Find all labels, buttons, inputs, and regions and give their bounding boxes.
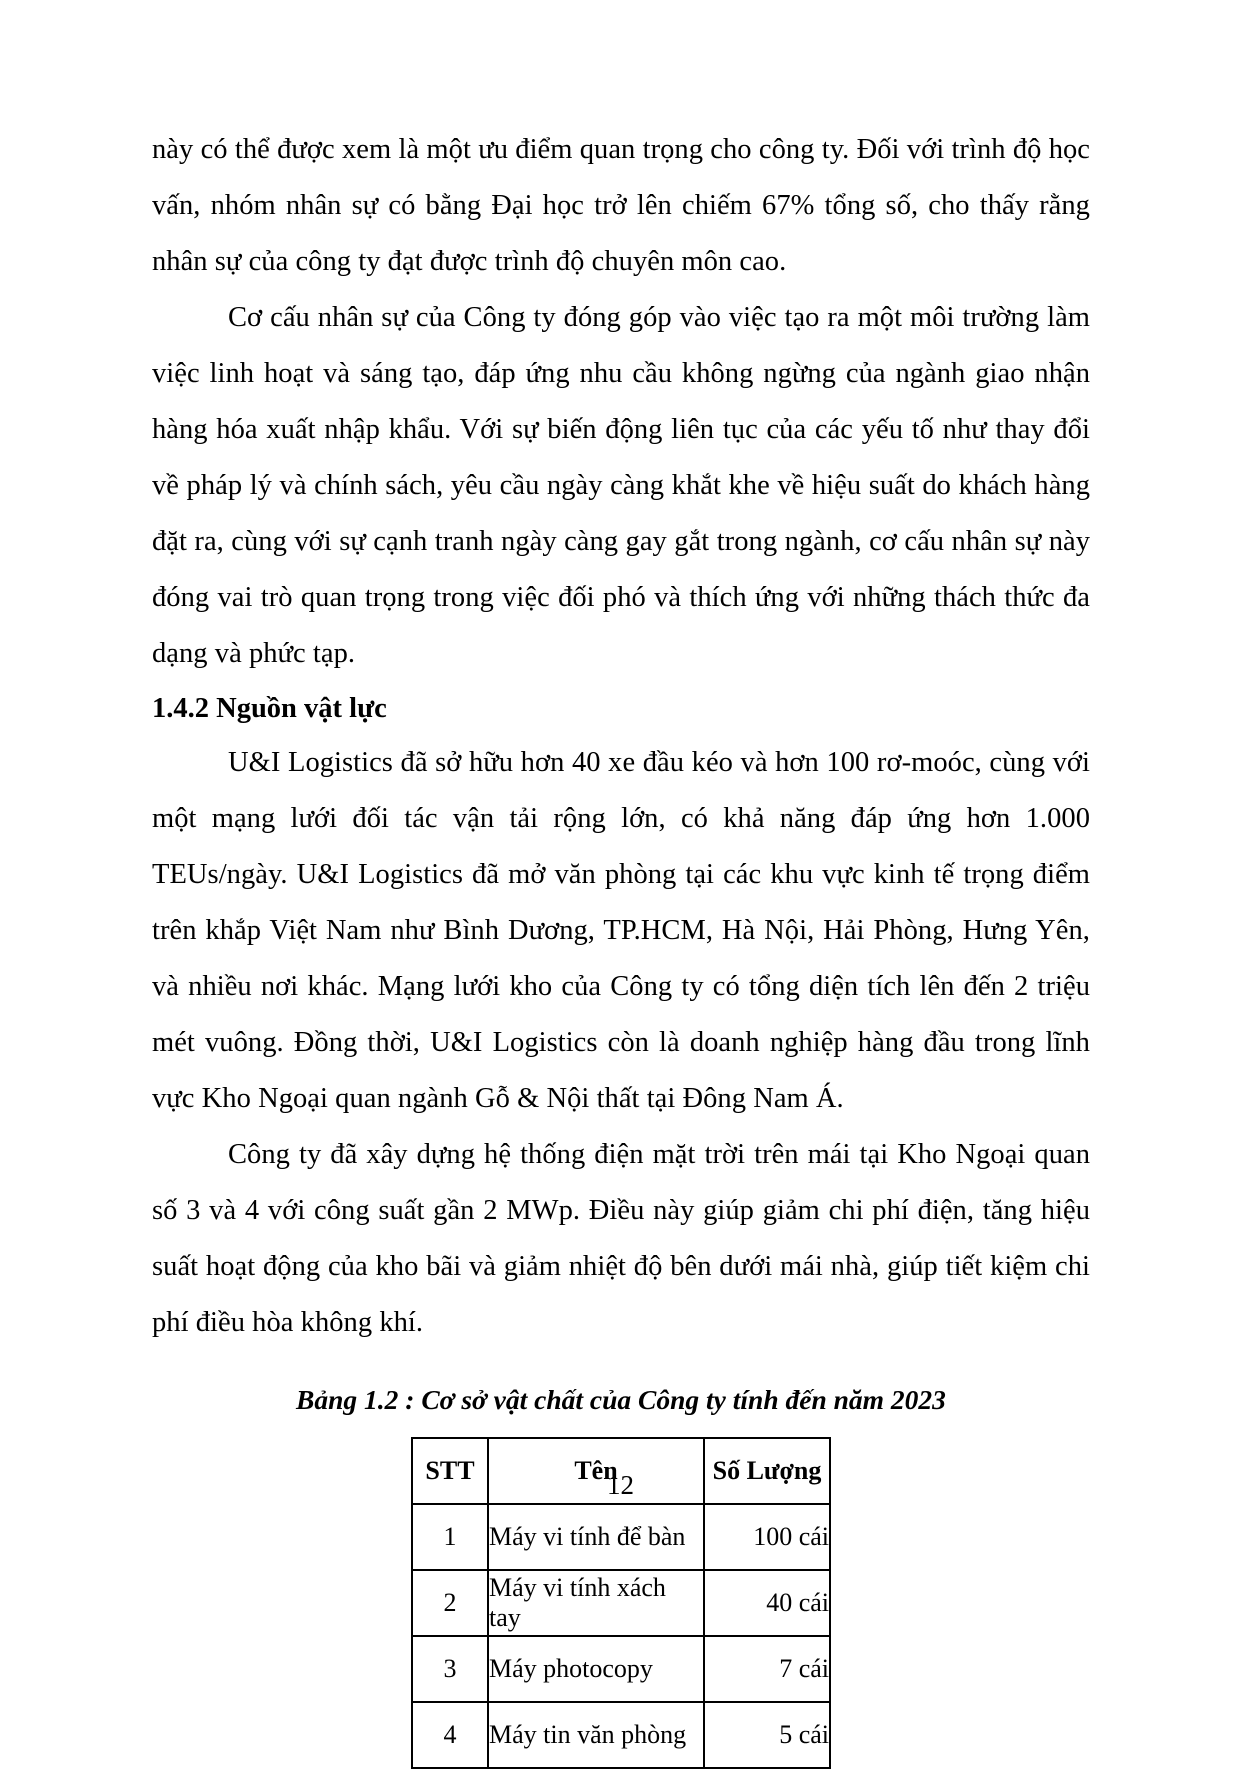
page-number: 12 — [607, 1470, 634, 1500]
cell-stt: 2 — [412, 1570, 488, 1636]
paragraph-1: này có thể được xem là một ưu điểm quan trọng cho công ty. Đối với trình độ học vấn, nhóm nhân sự có bằng Đại học trở lên chiếm 67% tổng số, cho thấy rằng nhân sự của công ty đạt được trình độ chuyên môn cao. — [152, 134, 1090, 277]
table-row — [412, 1570, 830, 1636]
column-header-stt: STT — [412, 1438, 488, 1504]
cell-so-luong: 5 cái — [704, 1702, 830, 1768]
cell-ten: Máy vi tính để bàn — [488, 1504, 704, 1570]
cell-stt: 4 — [412, 1702, 488, 1768]
column-header-so-luong: Số Lượng — [704, 1438, 830, 1504]
cell-ten: Máy photocopy — [488, 1636, 704, 1702]
table-caption: Bảng 1.2 : Cơ sở vật chất của Công ty tính đến năm 2023 — [296, 1384, 946, 1415]
cell-ten: Máy vi tính xách tay — [488, 1570, 704, 1636]
page-content — [152, 122, 1090, 1769]
cell-so-luong: 100 cái — [704, 1504, 830, 1570]
cell-stt: 1 — [412, 1504, 488, 1570]
section-heading-1-4-2: 1.4.2 Nguồn vật lực — [152, 693, 387, 724]
paragraph-3: U&I Logistics đã sở hữu hơn 40 xe đầu kéo và hơn 100 rơ-moóc, cùng với một mạng lưới đối tác vận tải rộng lớn, có khả năng đáp ứng hơn 1.000 TEUs/ngày. U&I Logistics đã mở văn phòng tại các khu vực kinh tế trọng điểm trên khắp Việt Nam như Bình Dương, TP.HCM, Hà Nội, Hải Phòng, Hưng Yên, và nhiều nơi khác. Mạng lưới kho của Công ty có tổng diện tích lên đến 2 triệu mét vuông. Đồng thời, U&I Logistics còn là doanh nghiệp hàng đầu trong lĩnh vực Kho Ngoại quan ngành Gỗ & Nội thất tại Đông Nam Á. — [152, 747, 1090, 1114]
table-row — [412, 1636, 830, 1702]
paragraph-2: Cơ cấu nhân sự của Công ty đóng góp vào việc tạo ra một môi trường làm việc linh hoạt và sáng tạo, đáp ứng nhu cầu không ngừng của ngành giao nhận hàng hóa xuất nhập khẩu. Với sự biến động liên tục của các yếu tố như thay đổi về pháp lý và chính sách, yêu cầu ngày càng khắt khe về hiệu suất do khách hàng đặt ra, cùng với sự cạnh tranh ngày càng gay gắt trong ngành, cơ cấu nhân sự này đóng vai trò quan trọng trong việc đối phó và thích ứng với những thách thức đa dạng và phức tạp. — [152, 302, 1090, 669]
table-row — [412, 1702, 830, 1768]
table-row — [412, 1504, 830, 1570]
paragraph-4: Công ty đã xây dựng hệ thống điện mặt trời trên mái tại Kho Ngoại quan số 3 và 4 với công suất gần 2 MWp. Điều này giúp giảm chi phí điện, tăng hiệu suất hoạt động của kho bãi và giảm nhiệt độ bên dưới mái nhà, giúp tiết kiệm chi phí điều hòa không khí. — [152, 1139, 1090, 1338]
cell-so-luong: 7 cái — [704, 1636, 830, 1702]
cell-so-luong: 40 cái — [704, 1570, 830, 1636]
cell-ten: Máy tin văn phòng — [488, 1702, 704, 1768]
cell-stt: 3 — [412, 1636, 488, 1702]
column-header-ten: Tên — [488, 1438, 704, 1504]
